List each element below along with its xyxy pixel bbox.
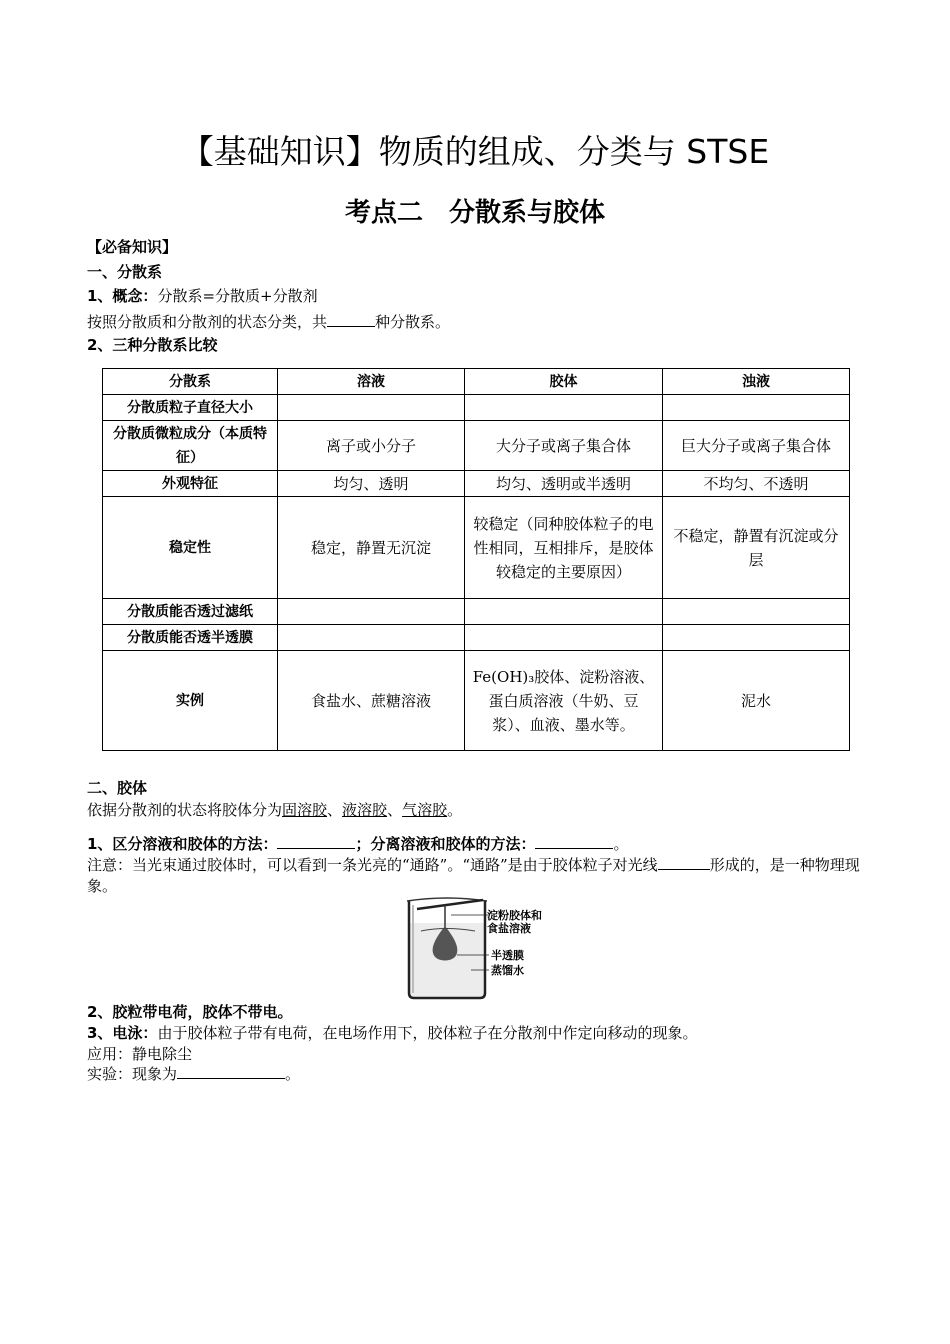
electrophoresis-line: [87, 1023, 697, 1043]
table-cell: [663, 599, 850, 625]
tyndall-note: [87, 855, 867, 897]
period: 。: [613, 835, 629, 853]
colloid-type-liquid: 液溶胶: [342, 801, 388, 819]
table-cell: 均匀、透明: [278, 471, 465, 497]
colloid-intro: 依据分散剂的状态将胶体分为: [87, 801, 283, 819]
table-cell: 离子或小分子: [278, 421, 465, 471]
figure-label-membrane: 半透膜: [491, 949, 524, 962]
answer-blank-scatter[interactable]: [658, 855, 710, 870]
figure-label-salt: 食盐溶液: [487, 922, 531, 935]
table-cell: [465, 625, 663, 651]
row-label: 分散质微粒成分（本质特征）: [103, 421, 278, 471]
table-cell: 泥水: [663, 651, 850, 751]
charge-statement: 2、胶粒带电荷，胶体不带电。: [87, 1003, 293, 1021]
application-line: 应用：静电除尘: [87, 1045, 193, 1063]
answer-blank-phenomenon[interactable]: [177, 1064, 285, 1079]
table-header-cell: 溶液: [278, 369, 465, 395]
table-cell: 不均匀、不透明: [663, 471, 850, 497]
answer-blank-count[interactable]: [327, 312, 375, 327]
table-row: [103, 497, 850, 599]
page-subtitle: 考点二 分散系与胶体: [344, 198, 605, 228]
table-cell: 稳定，静置无沉淀: [278, 497, 465, 599]
table-cell: [278, 625, 465, 651]
table-row: [103, 599, 850, 625]
colloid-type-gas: 气溶胶: [402, 801, 448, 819]
classify-text-after: 种分散系。: [375, 313, 451, 331]
figure-label-water: 蒸馏水: [491, 964, 524, 977]
table-row: [103, 471, 850, 497]
section-1-heading: 一、分散系: [87, 263, 163, 281]
table-cell: [465, 599, 663, 625]
period: 。: [447, 801, 463, 819]
row-label: 分散质能否透过滤纸: [103, 599, 278, 625]
experiment-text: 实验：现象为: [87, 1065, 178, 1083]
note-text-before: 注意：当光束通过胶体时，可以看到一条光亮的“通路”。“通路”是由于胶体粒子对光线: [87, 856, 658, 874]
row-label: 稳定性: [103, 497, 278, 599]
table-cell: 不稳定，静置有沉淀或分层: [663, 497, 850, 599]
compare-heading: 2、三种分散系比较: [87, 336, 218, 354]
electrophoresis-text: 由于胶体粒子带有电荷，在电场作用下，胶体粒子在分散剂中作定向移动的现象。: [157, 1024, 698, 1042]
table-cell: [465, 395, 663, 421]
page-title: 【基础知识】物质的组成、分类与 STSE: [180, 132, 770, 171]
table-cell: 大分子或离子集合体: [465, 421, 663, 471]
row-label: 实例: [103, 651, 278, 751]
table-header-cell: 分散系: [103, 369, 278, 395]
row-label: 分散质能否透半透膜: [103, 625, 278, 651]
table-row: [103, 651, 850, 751]
dialysis-figure: [405, 893, 565, 1001]
table-header-cell: 胶体: [465, 369, 663, 395]
table-cell: [663, 625, 850, 651]
answer-blank-separate[interactable]: [535, 834, 613, 849]
concept-text: 分散系=分散质+分散剂: [157, 287, 318, 305]
electrophoresis-label: 3、电泳：: [87, 1024, 158, 1042]
table-header-row: [103, 369, 850, 395]
row-label: 分散质粒子直径大小: [103, 395, 278, 421]
table-row: [103, 625, 850, 651]
period: 。: [285, 1065, 301, 1083]
separator: 、: [387, 801, 403, 819]
table-cell: [278, 599, 465, 625]
table-header-cell: 浊液: [663, 369, 850, 395]
method-line: [87, 834, 628, 854]
table-row: [103, 421, 850, 471]
classify-text-before: 按照分散质和分散剂的状态分类，共: [87, 313, 328, 331]
note-text-after: 形成的，是一种物理现象。: [87, 856, 860, 895]
table-cell: 较稳定（同种胶体粒子的电性相同，互相排斥，是胶体较稳定的主要原因）: [465, 497, 663, 599]
table-cell: [278, 395, 465, 421]
concept-line: [87, 286, 318, 306]
colloid-type-solid: 固溶胶: [282, 801, 328, 819]
table-row: [103, 395, 850, 421]
section-2-heading: 二、胶体: [87, 779, 148, 797]
colloid-types-line: [87, 800, 462, 820]
table-cell: 食盐水、蔗糖溶液: [278, 651, 465, 751]
table-cell: Fe(OH)₃胶体、淀粉溶液、蛋白质溶液（牛奶、豆浆）、血液、墨水等。: [465, 651, 663, 751]
figure-label-mixture: 淀粉胶体和: [487, 909, 542, 922]
concept-label: 1、概念：: [87, 287, 158, 305]
table-cell: 均匀、透明或半透明: [465, 471, 663, 497]
row-label: 外观特征: [103, 471, 278, 497]
answer-blank-distinguish[interactable]: [277, 834, 355, 849]
table-cell: [663, 395, 850, 421]
table-cell: 巨大分子或离子集合体: [663, 421, 850, 471]
experiment-line: [87, 1064, 300, 1084]
method-separate-label: ；分离溶液和胶体的方法：: [355, 835, 536, 853]
method-distinguish-label: 1、区分溶液和胶体的方法：: [87, 835, 278, 853]
classify-line: [87, 312, 450, 332]
section-tag: 【必备知识】: [87, 238, 178, 256]
comparison-table: [102, 368, 850, 751]
separator: 、: [327, 801, 343, 819]
